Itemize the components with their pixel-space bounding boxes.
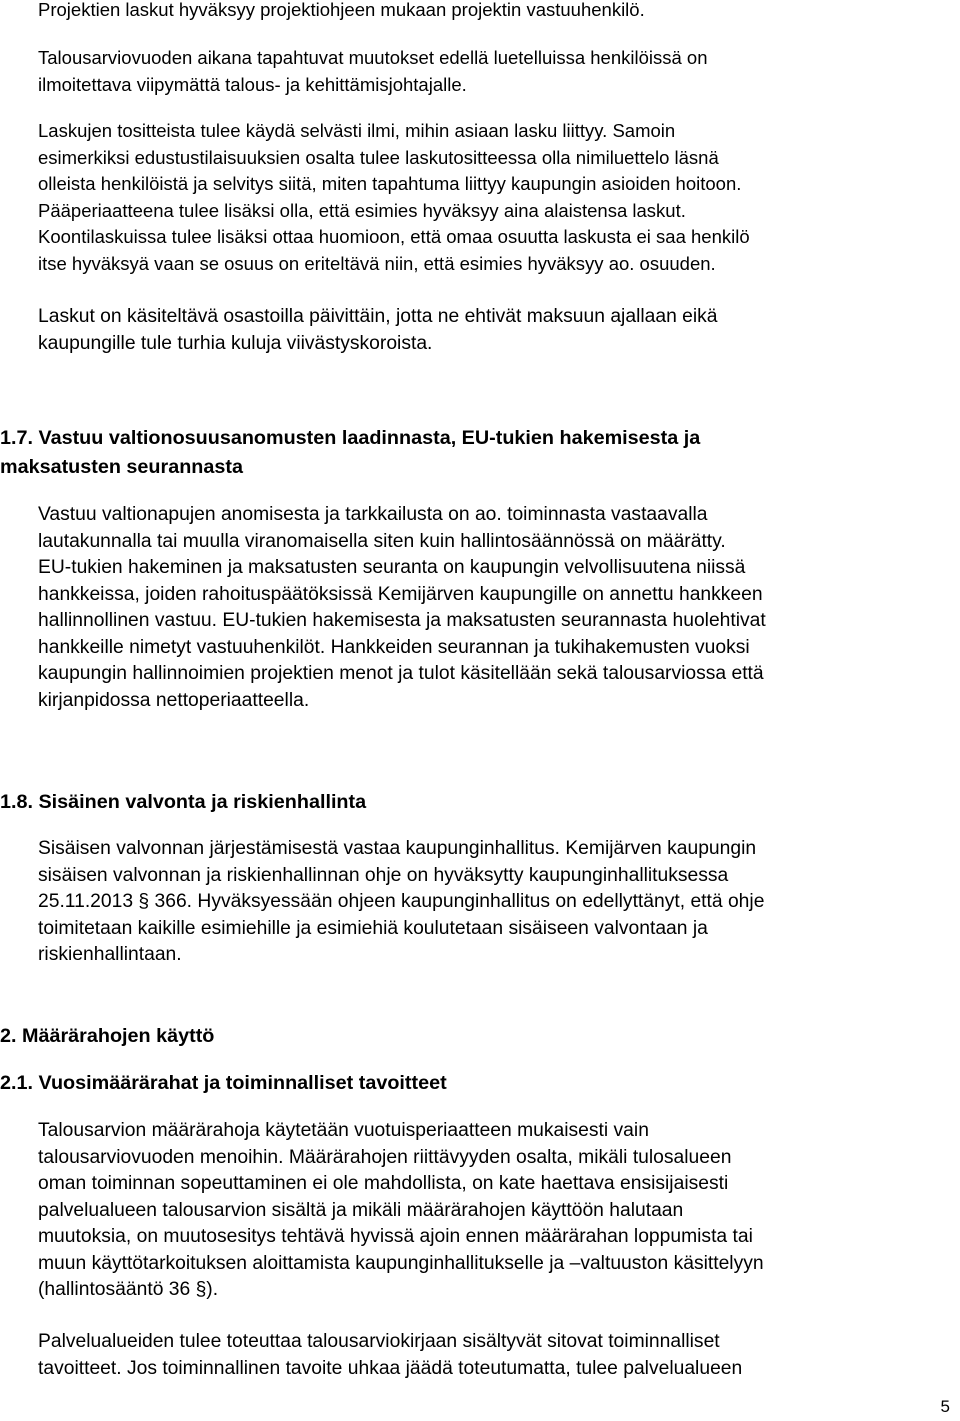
- page-number: 5: [940, 1397, 950, 1416]
- text-line: Vastuu valtionapujen anomisesta ja tarkkailusta on ao. toiminnasta vastaavalla: [38, 504, 708, 525]
- heading-line: 2. Määrärahojen käyttö: [0, 1025, 215, 1047]
- text-line: hallinnollinen vastuu. EU-tukien hakemisesta ja maksatusten seurannasta huolehtivat: [38, 610, 766, 631]
- section-heading-1-8: [0, 788, 366, 817]
- section-2-1-paragraph-a: [38, 1118, 958, 1304]
- text-line: EU-tukien hakeminen ja maksatusten seuranta on kaupungin velvollisuutena niissä: [38, 557, 746, 578]
- text-line: Sisäisen valvonnan järjestämisestä vastaa kaupunginhallitus. Kemijärven kaupungin: [38, 838, 757, 859]
- text-line: Laskujen tositteista tulee käydä selvästi ilmi, mihin asiaan lasku liittyy. Samoin: [38, 120, 676, 141]
- receipts-paragraph: [38, 118, 958, 278]
- text-line: muutoksia, on muutosesitys tehtävä hyvissä ajoin ennen määrärahan loppumista tai: [38, 1226, 753, 1247]
- text-line: tavoitteet. Jos toiminnallinen tavoite uhkaa jäädä toteutumatta, tulee palvelualueen: [38, 1357, 743, 1379]
- text-line: Projektien laskut hyväksyy projektiohjeen mukaan projektin vastuuhenkilö.: [38, 0, 645, 20]
- text-line: Talousarviovuoden aikana tapahtuvat muutokset edellä luetelluissa henkilöissä on: [38, 47, 708, 68]
- text-line: itse hyväksyä vaan se osuus on eriteltävä niin, että esimies hyväksyy ao. osuuden.: [38, 252, 716, 274]
- section-2-1-paragraph-b: [38, 1329, 958, 1382]
- text-line: Pääperiaatteena tulee lisäksi olla, että esimies hyväksyy aina alaistensa laskut.: [38, 199, 686, 221]
- section-heading-2-1: [0, 1069, 447, 1098]
- text-line: esimerkiksi edustustilaisuuksien osalta tulee laskutositteessa olla nimiluettelo läsnä: [38, 146, 719, 168]
- section-1-7-paragraph: [38, 502, 958, 714]
- text-line: Koontilaskuissa tulee lisäksi ottaa huomioon, että omaa osuutta laskusta ei saa henkilö: [38, 226, 750, 248]
- text-line: toimitetaan kaikille esimiehille ja esimiehiä koulutetaan sisäiseen valvontaan ja: [38, 917, 708, 939]
- heading-line: 2.1. Vuosimäärärahat ja toiminnalliset tavoitteet: [0, 1072, 447, 1094]
- text-line: (hallintosääntö 36 §).: [38, 1279, 219, 1300]
- text-line: kaupungin hallinnoimien projektien menot ja tulot käsitellään sekä talousarviossa että: [38, 663, 764, 684]
- section-heading-2: [0, 1022, 214, 1051]
- text-line: muun käyttötarkoituksen aloittamista kaupunginhallitukselle ja –valtuuston käsittelyyn: [38, 1252, 764, 1274]
- text-line: kaupungille tule turhia kuluja viivästyskoroista.: [38, 332, 433, 354]
- text-line: hankkeille nimetyt vastuuhenkilöt. Hankkeiden seurannan ja tukihakemusten vuoksi: [38, 636, 750, 658]
- text-line: oman toiminnan sopeuttaminen ei ole mahdollista, on kate haettava ensisijaisesti: [38, 1173, 729, 1194]
- text-line: lautakunnalla tai muulla viranomaisella siten kuin hallintosäännössä on määrätty.: [38, 530, 726, 552]
- text-line: Laskut on käsiteltävä osastoilla päivittäin, jotta ne ehtivät maksuun ajallaan eikä: [38, 306, 718, 327]
- section-1-8-paragraph: [38, 836, 958, 969]
- processing-paragraph: [38, 304, 958, 357]
- text-line: Palvelualueiden tulee toteuttaa talousarviokirjaan sisältyvät sitovat toiminnalliset: [38, 1331, 720, 1352]
- text-line: palvelualueen talousarvion sisältä ja mikäli määrärahojen käyttöön halutaan: [38, 1199, 684, 1221]
- text-line: Talousarvion määrärahoja käytetään vuotuisperiaatteen mukaisesti vain: [38, 1120, 649, 1141]
- heading-line: maksatusten seurannasta: [0, 456, 243, 478]
- top-fragment-paragraph: [38, 0, 958, 24]
- heading-line: 1.8. Sisäinen valvonta ja riskienhallinta: [0, 791, 367, 813]
- text-line: sisäisen valvonnan ja riskienhallinnan ohje on hyväksytty kaupunginhallituksessa: [38, 864, 729, 886]
- text-line: riskienhallintaan.: [38, 944, 182, 965]
- heading-line: 1.7. Vastuu valtionosuusanomusten laadinnasta, EU-tukien hakemisesta ja: [0, 427, 701, 449]
- text-line: 25.11.2013 § 366. Hyväksyessään ohjeen kaupunginhallitus on edellyttänyt, että ohje: [38, 891, 765, 912]
- section-heading-1-7: [0, 424, 700, 482]
- changes-paragraph: [38, 45, 958, 98]
- text-line: kirjanpidossa nettoperiaatteella.: [38, 689, 310, 711]
- text-line: ilmoitettava viipymättä talous- ja kehittämisjohtajalle.: [38, 73, 467, 95]
- text-line: olleista henkilöistä ja selvitys siitä, miten tapahtuma liittyy kaupungin asioiden hoitoon.: [38, 173, 742, 195]
- text-line: talousarviovuoden menoihin. Määrärahojen riittävyyden osalta, mikäli tulosalueen: [38, 1146, 732, 1168]
- text-line: hankkeissa, joiden rahoituspäätöksissä Kemijärven kaupungille on annettu hankkeen: [38, 583, 763, 605]
